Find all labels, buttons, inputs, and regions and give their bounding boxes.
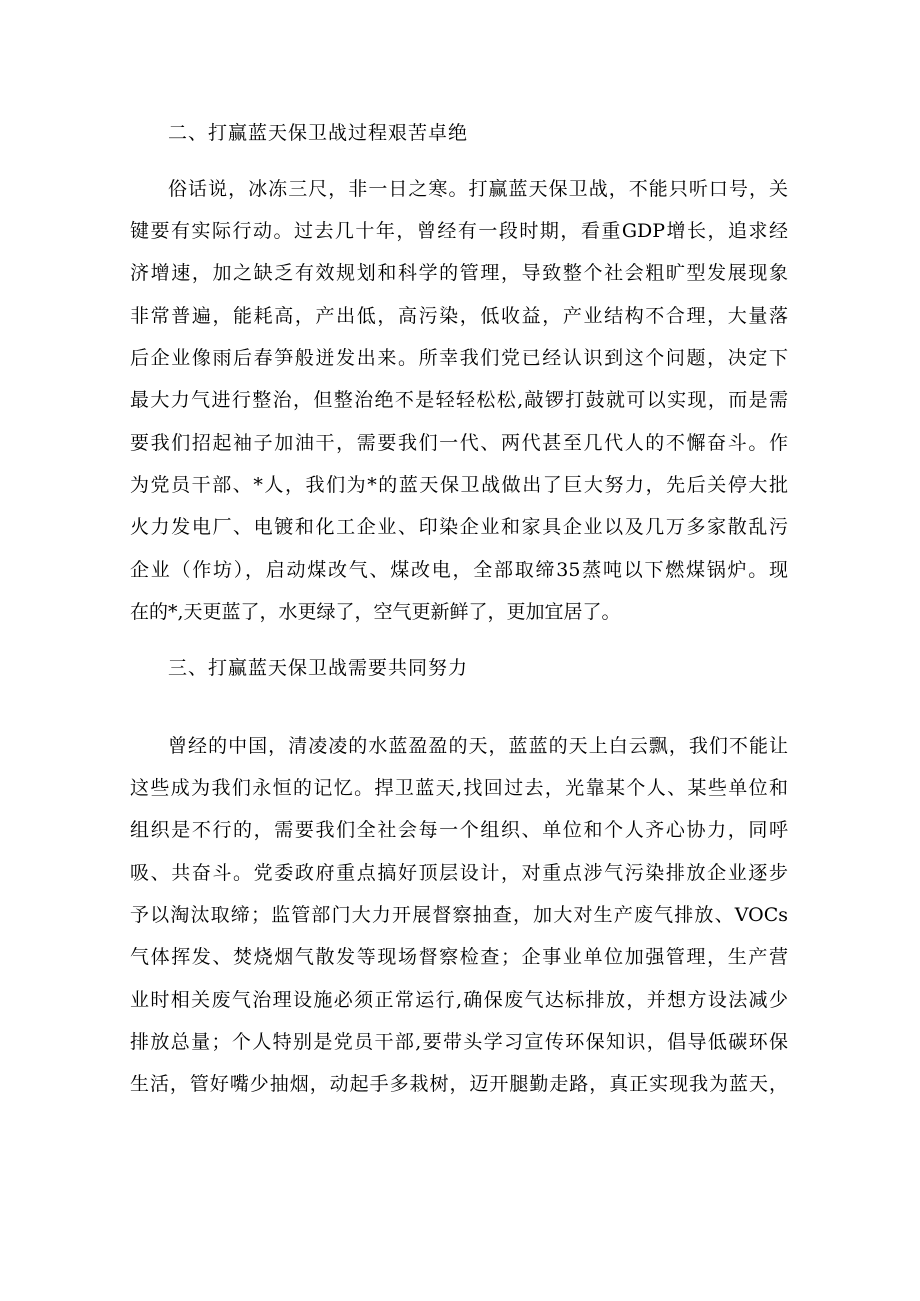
paragraph-line: 济增速，加之缺乏有效规划和科学的管理，导致整个社会粗旷型发展现象 <box>130 262 788 284</box>
paragraph-line: 曾经的中国，清凌凌的水蓝盈盈的天，蓝蓝的天上白云飘，我们不能让 <box>168 735 788 757</box>
paragraph-line: 企业（作坊），启动煤改气、煤改电，全部取缔35蒸吨以下燃煤锅炉。现 <box>130 559 788 581</box>
paragraph-line: 非常普遍，能耗高，产出低，高污染，低收益，产业结构不合理，大量落 <box>130 305 788 327</box>
paragraph-line: 在的*,天更蓝了，水更绿了，空气更新鲜了，更加宜居了。 <box>130 601 621 623</box>
section-heading-2: 二、打赢蓝天保卫战过程艰苦卓绝 <box>168 122 469 144</box>
paragraph-line: 火力发电厂、电镀和化工企业、印染企业和家具企业以及几万多家散乱污 <box>130 516 788 538</box>
paragraph-line: 排放总量；个人特别是党员干部,要带头学习宣传环保知识，倡导低碳环保 <box>130 1031 788 1053</box>
paragraph-line: 生活，管好嘴少抽烟，动起手多栽树，迈开腿勤走路，真正实现我为蓝天， <box>130 1073 788 1095</box>
document-page <box>130 0 788 1301</box>
paragraph-line: 业时相关废气治理设施必须正常运行,确保废气达标排放，并想方设法减少 <box>130 989 788 1011</box>
paragraph-line: 最大力气进行整治，但整治绝不是轻轻松松,敲锣打鼓就可以实现，而是需 <box>130 389 788 411</box>
paragraph-line: 要我们招起袖子加油干，需要我们一代、两代甚至几代人的不懈奋斗。作 <box>130 432 788 454</box>
paragraph-line: 后企业像雨后春笋般迸发出来。所幸我们党已经认识到这个问题，决定下 <box>130 347 788 369</box>
paragraph-line: 吸、共奋斗。党委政府重点搞好顶层设计，对重点涉气污染排放企业逐步 <box>130 862 788 884</box>
paragraph-line: 予以淘汰取缔；监管部门大力开展督察抽查，加大对生产废气排放、VOCs <box>130 904 788 926</box>
section-heading-3: 三、打赢蓝天保卫战需要共同努力 <box>168 657 469 679</box>
paragraph-line: 这些成为我们永恒的记忆。捍卫蓝天,找回过去，光靠某个人、某些单位和 <box>130 777 788 799</box>
paragraph-line: 气体挥发、焚烧烟气散发等现场督察检查；企事业单位加强管理，生产营 <box>130 946 788 968</box>
paragraph-line: 为党员干部、*人，我们为*的蓝天保卫战做出了巨大努力，先后关停大批 <box>130 474 788 496</box>
paragraph-line: 键要有实际行动。过去几十年，曾经有一段时期，看重GDP增长，追求经 <box>130 220 788 242</box>
paragraph-line: 俗话说，冰冻三尺，非一日之寒。打赢蓝天保卫战，不能只听口号，关 <box>168 178 788 200</box>
paragraph-line: 组织是不行的，需要我们全社会每一个组织、单位和个人齐心协力，同呼 <box>130 819 788 841</box>
